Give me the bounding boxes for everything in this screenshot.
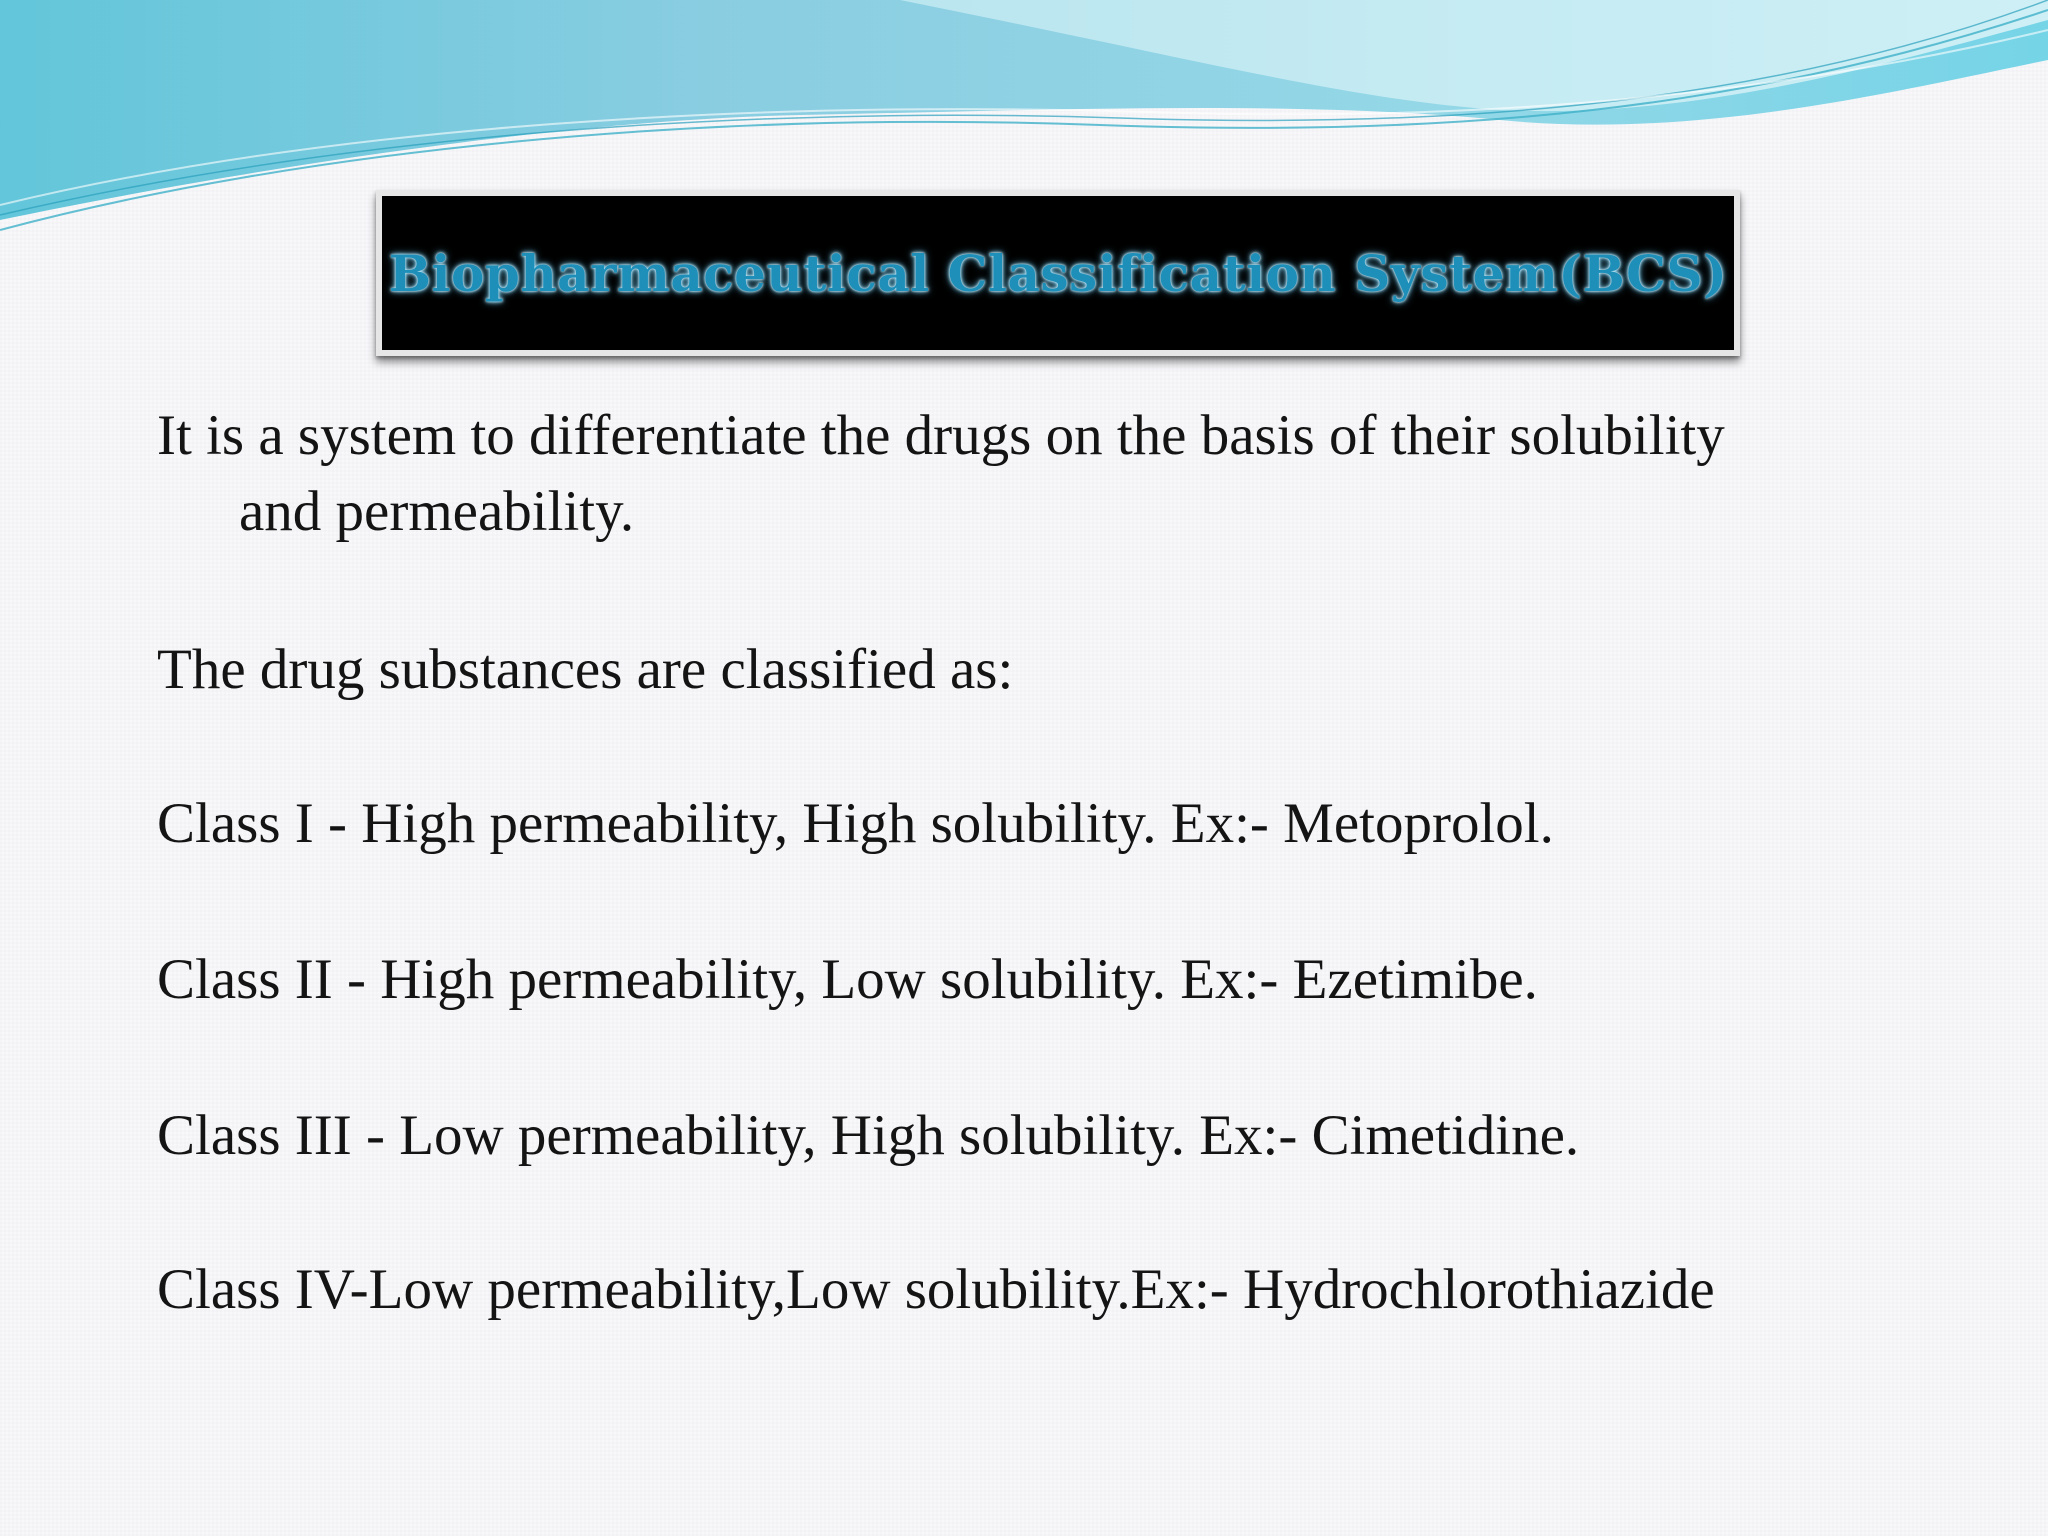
title-banner [376,190,1740,356]
intro-line-2: and permeability. [239,480,635,543]
slide-title: Biopharmaceutical Classification System(BCS) [388,243,1728,303]
class-iv-item: Class IV-Low permeability,Low solubility.Ex:- Hydrochlorothiazide [157,1258,1715,1321]
intro-line-1: It is a system to differentiate the drugs on the basis of their solubility [157,404,1725,467]
class-i-item: Class I - High permeability, High solubility. Ex:- Metoprolol. [157,792,1554,855]
intro-paragraph [157,398,1725,550]
class-iii-item: Class III - Low permeability, High solubility. Ex:- Cimetidine. [157,1104,1580,1167]
classified-heading: The drug substances are classified as: [157,638,1014,701]
class-ii-item: Class II - High permeability, Low solubility. Ex:- Ezetimibe. [157,948,1538,1011]
